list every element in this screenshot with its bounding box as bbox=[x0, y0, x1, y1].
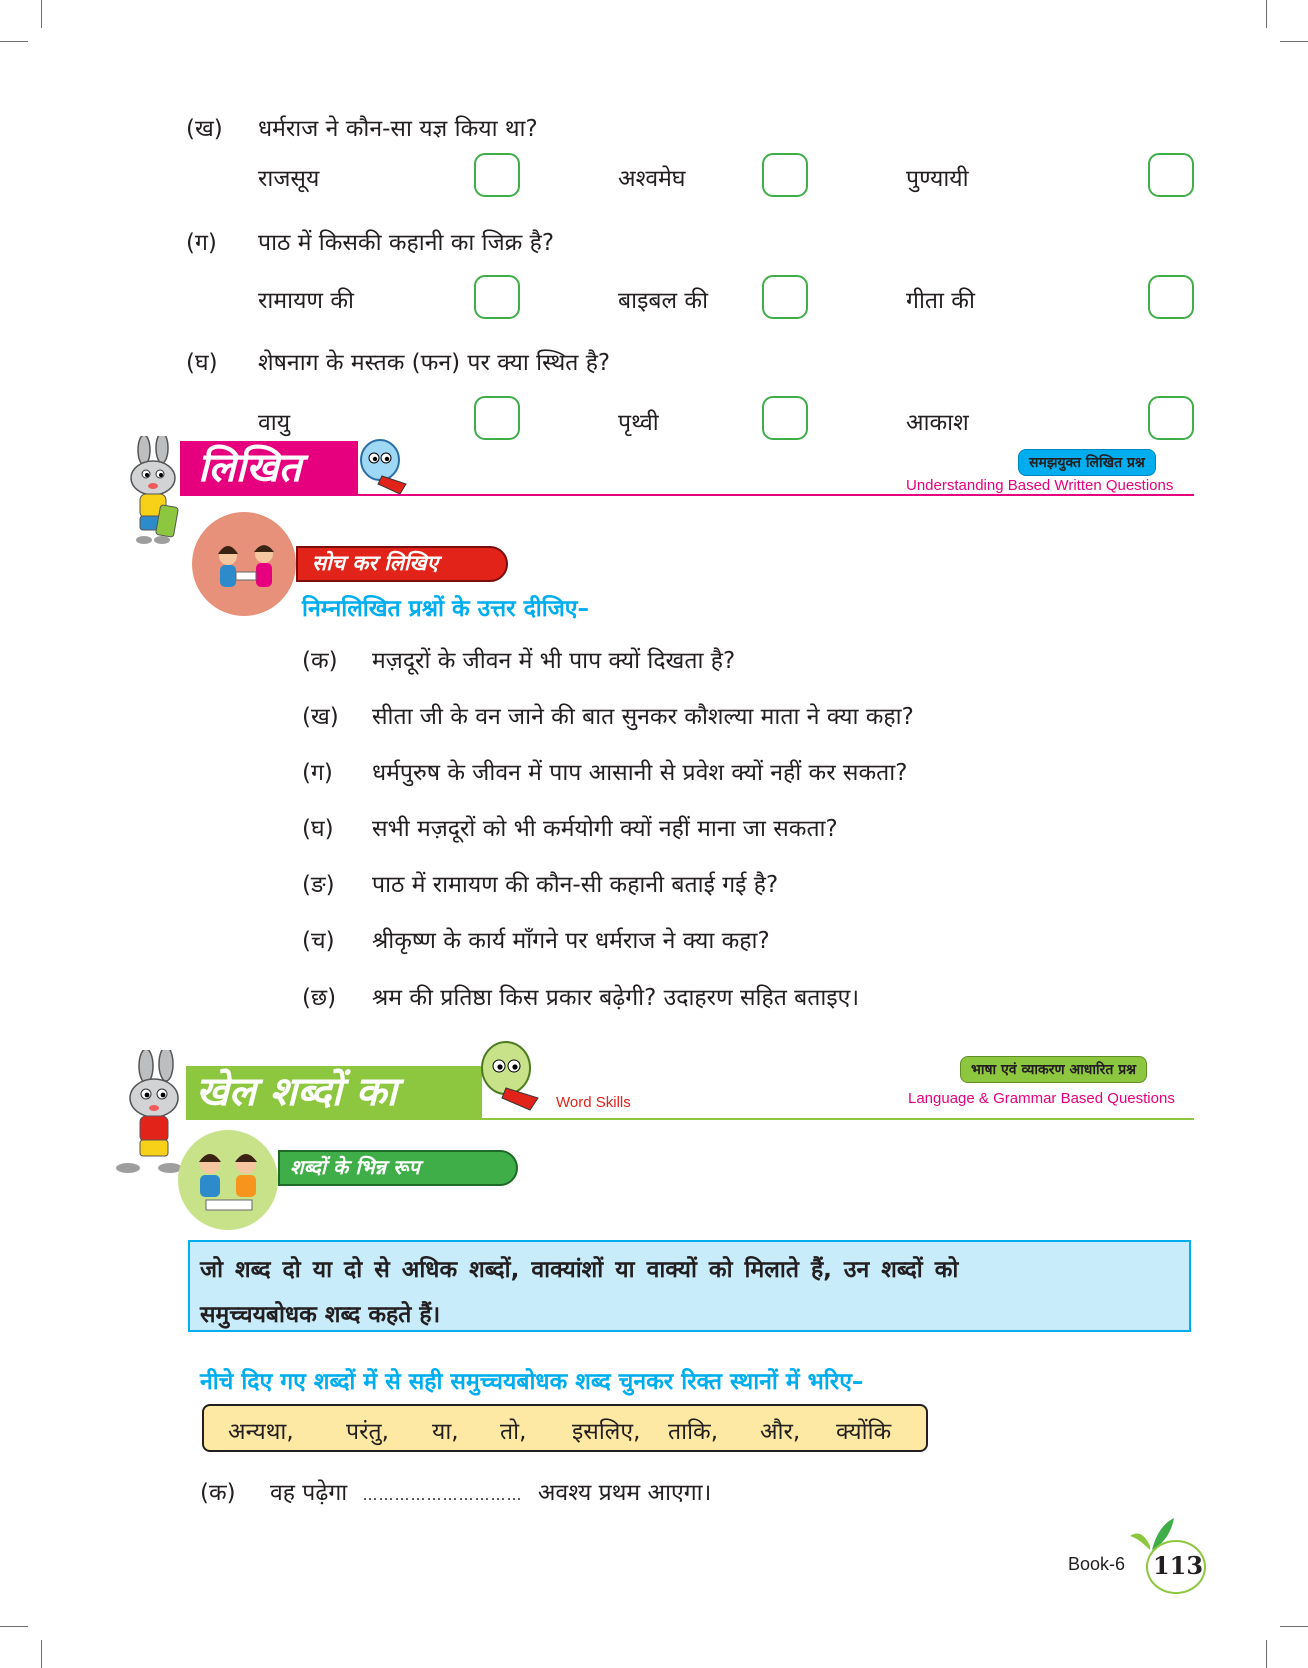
khel-subtitle: Language & Grammar Based Questions bbox=[908, 1090, 1175, 1107]
likhit-tag: समझयुक्त लिखित प्रश्न bbox=[1018, 449, 1156, 476]
fill-blank[interactable]: ………………………… bbox=[362, 1486, 523, 1504]
written-question bbox=[302, 758, 907, 788]
written-question bbox=[302, 646, 735, 676]
option-label: पुण्यायी bbox=[906, 166, 969, 192]
crop-mark bbox=[0, 41, 28, 42]
option-label: वायु bbox=[258, 410, 291, 436]
answer-checkbox[interactable] bbox=[762, 153, 808, 197]
khel-title: खेल शब्दों का bbox=[196, 1069, 397, 1115]
likhit-underline bbox=[180, 494, 1194, 496]
soch-badge-label: सोच कर लिखिए bbox=[312, 551, 439, 575]
question-text: सभी मज़दूरों को भी कर्मयोगी क्यों नहीं माना जा सकता? bbox=[372, 816, 838, 842]
question-text: शेषनाग के मस्तक (फन) पर क्या स्थित है? bbox=[258, 350, 611, 376]
question-number: (ख) bbox=[302, 704, 339, 730]
definition-line-2: समुच्चयबोधक शब्द कहते हैं। bbox=[200, 1302, 441, 1328]
question-number: (ग) bbox=[186, 230, 217, 256]
word-bank-item: इसलिए, bbox=[572, 1419, 641, 1445]
question-number: (घ) bbox=[302, 816, 334, 842]
mcq-question bbox=[186, 348, 610, 378]
question-text: श्रीकृष्ण के कार्य माँगने पर धर्मराज ने क्या कहा? bbox=[372, 928, 770, 954]
option-label: रामायण की bbox=[258, 288, 354, 314]
page-number: 113 bbox=[1152, 1551, 1204, 1580]
mcq-question bbox=[186, 228, 554, 258]
mcq-question bbox=[186, 114, 538, 144]
question-text: मज़दूरों के जीवन में भी पाप क्यों दिखता है? bbox=[372, 648, 736, 674]
word-forms-badge-label: शब्दों के भिन्न रूप bbox=[290, 1155, 420, 1179]
khel-underline bbox=[482, 1118, 1194, 1120]
kids-reading-icon bbox=[192, 512, 296, 616]
written-question bbox=[302, 926, 770, 956]
answer-checkbox[interactable] bbox=[1148, 153, 1194, 197]
question-number: (ख) bbox=[186, 116, 223, 142]
word-bank-item: तो, bbox=[500, 1419, 527, 1445]
definition-line-1: जो शब्द दो या दो से अधिक शब्दों, वाक्यांशों या वाक्यों को मिलाते हैं, उन शब्दों को bbox=[200, 1257, 959, 1283]
option-label: राजसूय bbox=[258, 166, 320, 192]
fill-instruction: नीचे दिए गए शब्दों में से सही समुच्चयबोधक शब्द चुनकर रिक्त स्थानों में भरिए– bbox=[200, 1369, 864, 1395]
bulb-mascot-icon bbox=[358, 438, 410, 496]
question-number: (च) bbox=[302, 928, 335, 954]
crop-mark bbox=[41, 1640, 42, 1668]
written-question bbox=[302, 702, 914, 732]
fill-text-before: वह पढ़ेगा bbox=[270, 1480, 348, 1506]
khel-tag: भाषा एवं व्याकरण आधारित प्रश्न bbox=[960, 1056, 1147, 1083]
word-bank-item: अन्यथा, bbox=[228, 1419, 294, 1445]
question-text: पाठ में किसकी कहानी का जिक्र है? bbox=[258, 230, 555, 256]
crop-mark bbox=[1280, 41, 1308, 42]
answer-checkbox[interactable] bbox=[1148, 275, 1194, 319]
word-bank-item: और, bbox=[760, 1419, 801, 1445]
fill-blank-question bbox=[200, 1478, 711, 1510]
option-label: गीता की bbox=[906, 288, 975, 314]
answer-checkbox[interactable] bbox=[474, 275, 520, 319]
word-bank-item: ताकि, bbox=[668, 1419, 718, 1445]
word-bank-item: या, bbox=[432, 1419, 459, 1445]
question-number: (घ) bbox=[186, 350, 218, 376]
option-label: अश्वमेघ bbox=[618, 166, 686, 192]
crop-mark bbox=[0, 1626, 28, 1627]
answer-checkbox[interactable] bbox=[474, 153, 520, 197]
question-text: श्रम की प्रतिष्ठा किस प्रकार बढ़ेगी? उदाहरण सहित बताइए। bbox=[372, 985, 860, 1011]
question-number: (क) bbox=[200, 1480, 236, 1506]
question-text: धर्मराज ने कौन-सा यज्ञ किया था? bbox=[258, 116, 538, 142]
rabbit-mascot-icon bbox=[118, 436, 188, 548]
question-text: धर्मपुरुष के जीवन में पाप आसानी से प्रवेश क्यों नहीं कर सकता? bbox=[372, 760, 908, 786]
crop-mark bbox=[41, 0, 42, 28]
kids-studying-icon bbox=[176, 1130, 280, 1230]
likhit-instruction: निम्नलिखित प्रश्नों के उत्तर दीजिए– bbox=[302, 596, 589, 622]
question-number: (ग) bbox=[302, 760, 333, 786]
fill-text-after: अवश्य प्रथम आएगा। bbox=[537, 1480, 712, 1506]
word-bank-box bbox=[202, 1404, 928, 1452]
question-number: (क) bbox=[302, 648, 338, 674]
question-number: (छ) bbox=[302, 985, 337, 1011]
crop-mark bbox=[1266, 0, 1267, 28]
option-label: बाइबल की bbox=[618, 288, 709, 314]
option-label: आकाश bbox=[906, 410, 969, 436]
answer-checkbox[interactable] bbox=[1148, 396, 1194, 440]
option-label: पृथ्वी bbox=[618, 410, 659, 436]
answer-checkbox[interactable] bbox=[762, 396, 808, 440]
crop-mark bbox=[1266, 1640, 1267, 1668]
word-skills-label: Word Skills bbox=[556, 1094, 631, 1111]
book-label: Book-6 bbox=[1068, 1554, 1126, 1574]
question-text: पाठ में रामायण की कौन-सी कहानी बताई गई है? bbox=[372, 872, 779, 898]
written-question bbox=[302, 814, 838, 844]
written-question bbox=[302, 870, 778, 900]
bulb-mascot-icon bbox=[478, 1040, 542, 1112]
written-question bbox=[302, 983, 859, 1013]
crop-mark bbox=[1280, 1626, 1308, 1627]
answer-checkbox[interactable] bbox=[474, 396, 520, 440]
likhit-subtitle: Understanding Based Written Questions bbox=[906, 477, 1174, 494]
word-bank-item: क्योंकि bbox=[836, 1419, 892, 1445]
question-number: (ङ) bbox=[302, 872, 335, 898]
word-bank-item: परंतु, bbox=[346, 1419, 389, 1445]
likhit-title: लिखित bbox=[198, 445, 302, 491]
answer-checkbox[interactable] bbox=[762, 275, 808, 319]
question-text: सीता जी के वन जाने की बात सुनकर कौशल्या माता ने क्या कहा? bbox=[372, 704, 914, 730]
